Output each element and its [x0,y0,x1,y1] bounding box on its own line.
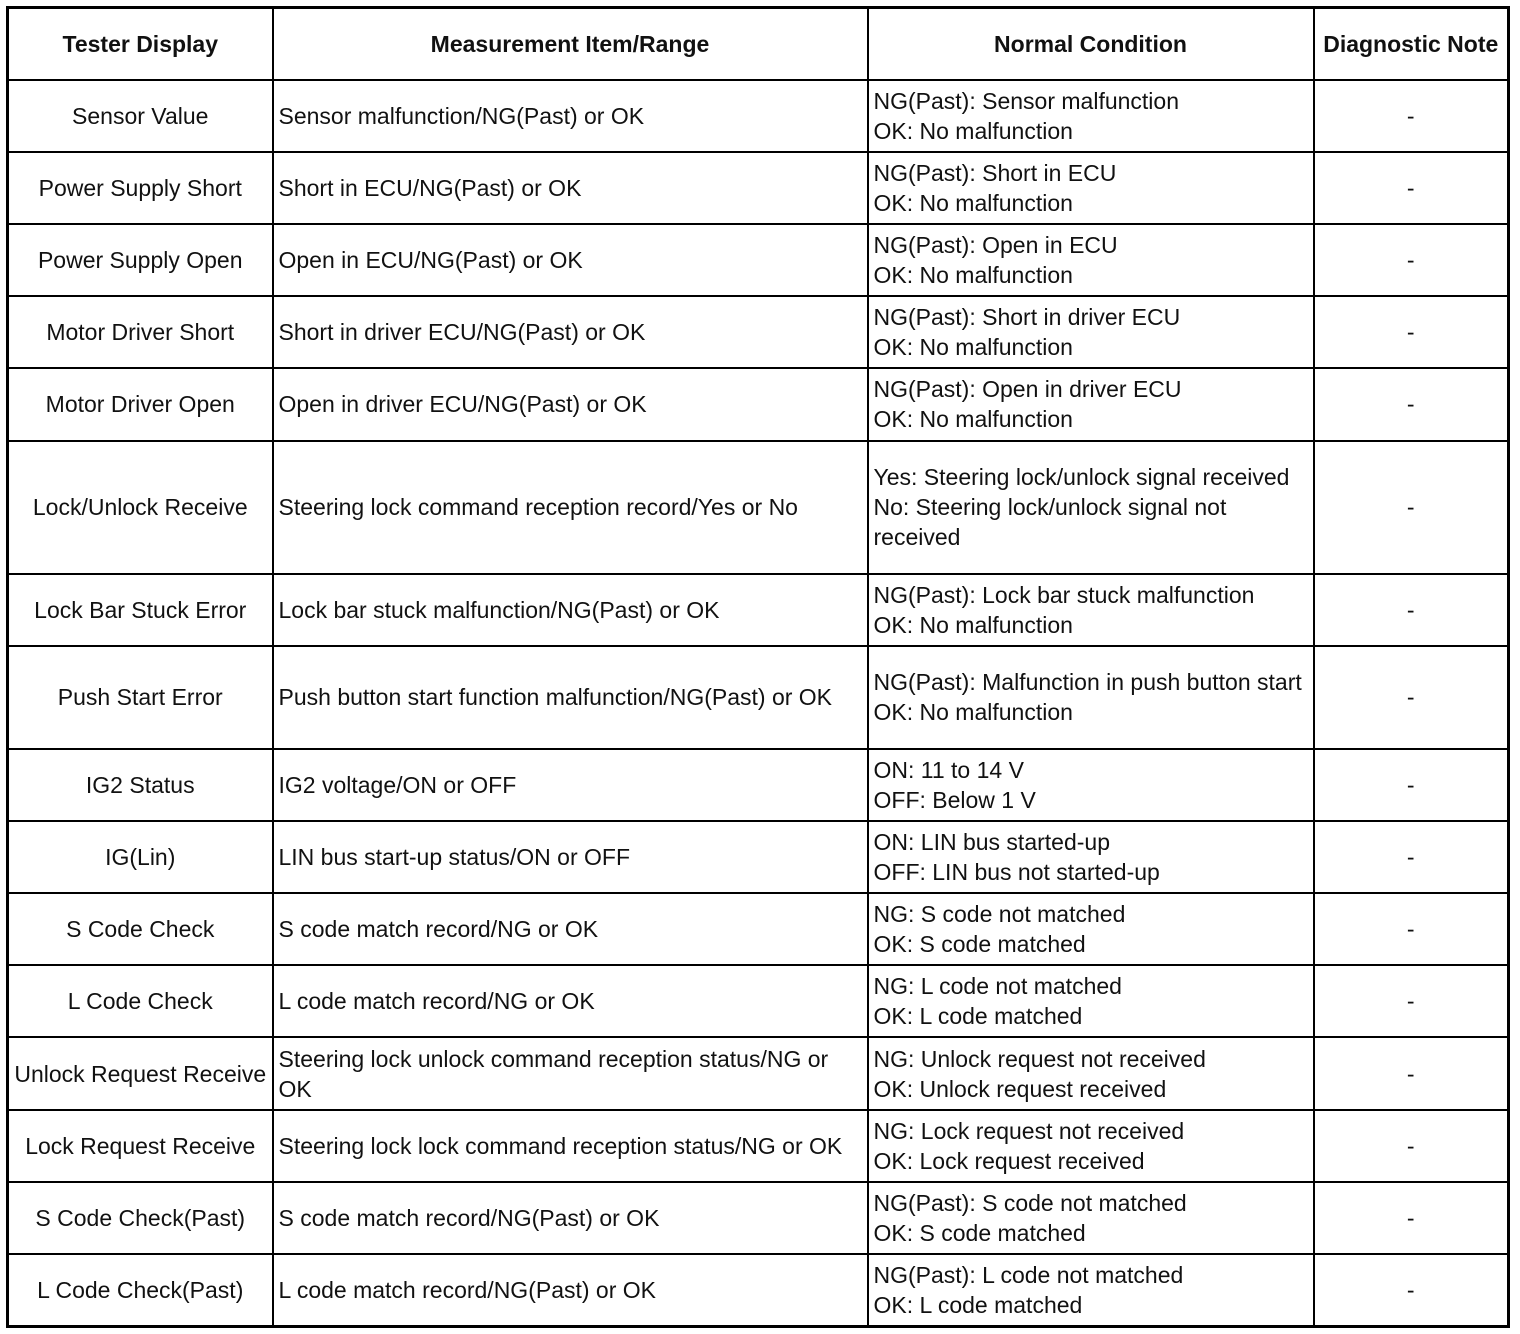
normal-condition-line: OK: Lock request received [873,1147,1145,1174]
normal-condition-cell [868,1254,1314,1326]
diagnostic-note-cell: - [1314,749,1509,821]
normal-condition-line: NG(Past): Short in driver ECU [873,304,1181,331]
diagnostic-note-cell: - [1314,574,1509,646]
normal-condition-line: NG(Past): Sensor malfunction [873,87,1180,114]
normal-condition-line: OK: L code matched [873,1292,1083,1319]
normal-condition-line: OK: L code matched [873,1003,1083,1030]
diagnostic-note-cell: - [1314,224,1509,296]
diagnostic-note-cell: - [1314,893,1509,965]
table-row [8,1254,1509,1326]
measurement-cell: Short in driver ECU/NG(Past) or OK [273,296,868,368]
header-diagnostic-note: Diagnostic Note [1314,8,1509,80]
normal-condition-line: NG(Past): L code not matched [873,1262,1184,1289]
tester-display-cell: IG2 Status [8,749,273,821]
measurement-cell: Open in driver ECU/NG(Past) or OK [273,368,868,440]
normal-condition-line: OK: No malfunction [873,406,1073,433]
measurement-cell: Open in ECU/NG(Past) or OK [273,224,868,296]
tester-display-cell: Unlock Request Receive [8,1037,273,1109]
table-row [8,821,1509,893]
diagnostic-note-cell: - [1314,965,1509,1037]
table-row [8,296,1509,368]
tester-display-cell: S Code Check [8,893,273,965]
table-row [8,749,1509,821]
measurement-cell: Steering lock unlock command reception status/NG or OK [273,1037,868,1109]
measurement-cell: Steering lock lock command reception status/NG or OK [273,1110,868,1182]
tester-display-cell: Motor Driver Short [8,296,273,368]
tester-display-cell: L Code Check(Past) [8,1254,273,1326]
header-normal-condition: Normal Condition [868,8,1314,80]
normal-condition-line: NG(Past): Open in ECU [873,232,1118,259]
diagnostic-note-cell: - [1314,1037,1509,1109]
normal-condition-cell [868,296,1314,368]
diagnostic-note-cell: - [1314,821,1509,893]
normal-condition-line: NG(Past): Malfunction in push button start [873,669,1302,696]
tester-display-cell: Lock Bar Stuck Error [8,574,273,646]
normal-condition-line: OFF: LIN bus not started-up [873,858,1160,885]
tester-display-cell: Push Start Error [8,646,273,748]
measurement-cell: S code match record/NG(Past) or OK [273,1182,868,1254]
normal-condition-line: Yes: Steering lock/unlock signal received [873,464,1290,491]
tester-display-cell: Sensor Value [8,80,273,152]
tester-data-table [6,6,1510,1328]
measurement-cell: L code match record/NG(Past) or OK [273,1254,868,1326]
normal-condition-line: OK: No malfunction [873,189,1073,216]
tester-display-cell: Motor Driver Open [8,368,273,440]
table-body [8,80,1509,1327]
measurement-cell: Sensor malfunction/NG(Past) or OK [273,80,868,152]
normal-condition-line: No: Steering lock/unlock signal not received [873,494,1227,551]
normal-condition-line: NG(Past): Open in driver ECU [873,376,1182,403]
normal-condition-line: OK: No malfunction [873,699,1073,726]
table-row [8,893,1509,965]
normal-condition-cell [868,152,1314,224]
tester-display-cell: S Code Check(Past) [8,1182,273,1254]
diagnostic-note-cell: - [1314,441,1509,574]
normal-condition-cell [868,441,1314,574]
normal-condition-line: OK: S code matched [873,931,1086,958]
measurement-cell: Steering lock command reception record/Yes or No [273,441,868,574]
normal-condition-line: NG: Unlock request not received [873,1045,1206,1072]
diagnostic-note-cell: - [1314,646,1509,748]
table-row [8,152,1509,224]
normal-condition-line: ON: 11 to 14 V [873,756,1024,783]
table-row [8,224,1509,296]
diagnostic-note-cell: - [1314,368,1509,440]
measurement-cell: Lock bar stuck malfunction/NG(Past) or OK [273,574,868,646]
normal-condition-cell [868,965,1314,1037]
normal-condition-cell [868,224,1314,296]
diagnostic-note-cell: - [1314,1110,1509,1182]
normal-condition-cell [868,368,1314,440]
table-row [8,646,1509,748]
normal-condition-cell [868,1110,1314,1182]
tester-display-cell: Power Supply Open [8,224,273,296]
table-row [8,574,1509,646]
diagnostic-note-cell: - [1314,296,1509,368]
normal-condition-cell [868,749,1314,821]
diagnostic-note-cell: - [1314,152,1509,224]
normal-condition-line: OK: Unlock request received [873,1075,1167,1102]
measurement-cell: S code match record/NG or OK [273,893,868,965]
diagnostic-note-cell: - [1314,1182,1509,1254]
normal-condition-line: OK: No malfunction [873,117,1073,144]
table-row [8,441,1509,574]
header-row [8,8,1509,80]
tester-display-cell: IG(Lin) [8,821,273,893]
normal-condition-line: OK: No malfunction [873,262,1073,289]
measurement-cell: IG2 voltage/ON or OFF [273,749,868,821]
normal-condition-line: ON: LIN bus started-up [873,828,1110,855]
normal-condition-line: NG(Past): Short in ECU [873,159,1117,186]
measurement-cell: Push button start function malfunction/NG(Past) or OK [273,646,868,748]
table-row [8,1037,1509,1109]
normal-condition-line: NG: Lock request not received [873,1117,1185,1144]
table-row [8,1182,1509,1254]
tester-display-cell: Power Supply Short [8,152,273,224]
table-row [8,80,1509,152]
normal-condition-cell [868,893,1314,965]
normal-condition-line: OK: No malfunction [873,334,1073,361]
normal-condition-line: NG(Past): Lock bar stuck malfunction [873,582,1255,609]
normal-condition-cell [868,1037,1314,1109]
diagnostic-note-cell: - [1314,1254,1509,1326]
normal-condition-cell [868,1182,1314,1254]
tester-display-cell: L Code Check [8,965,273,1037]
normal-condition-line: NG(Past): S code not matched [873,1189,1187,1216]
normal-condition-line: NG: L code not matched [873,973,1122,1000]
normal-condition-cell [868,80,1314,152]
normal-condition-line: OK: S code matched [873,1219,1086,1246]
table-row [8,1110,1509,1182]
normal-condition-cell [868,646,1314,748]
measurement-cell: Short in ECU/NG(Past) or OK [273,152,868,224]
normal-condition-line: NG: S code not matched [873,901,1126,928]
normal-condition-line: OK: No malfunction [873,612,1073,639]
tester-display-cell: Lock Request Receive [8,1110,273,1182]
measurement-cell: LIN bus start-up status/ON or OFF [273,821,868,893]
header-measurement-item: Measurement Item/Range [273,8,868,80]
table-row [8,965,1509,1037]
diagnostic-note-cell: - [1314,80,1509,152]
tester-display-cell: Lock/Unlock Receive [8,441,273,574]
table-row [8,368,1509,440]
measurement-cell: L code match record/NG or OK [273,965,868,1037]
normal-condition-line: OFF: Below 1 V [873,786,1036,813]
normal-condition-cell [868,821,1314,893]
header-tester-display: Tester Display [8,8,273,80]
normal-condition-cell [868,574,1314,646]
